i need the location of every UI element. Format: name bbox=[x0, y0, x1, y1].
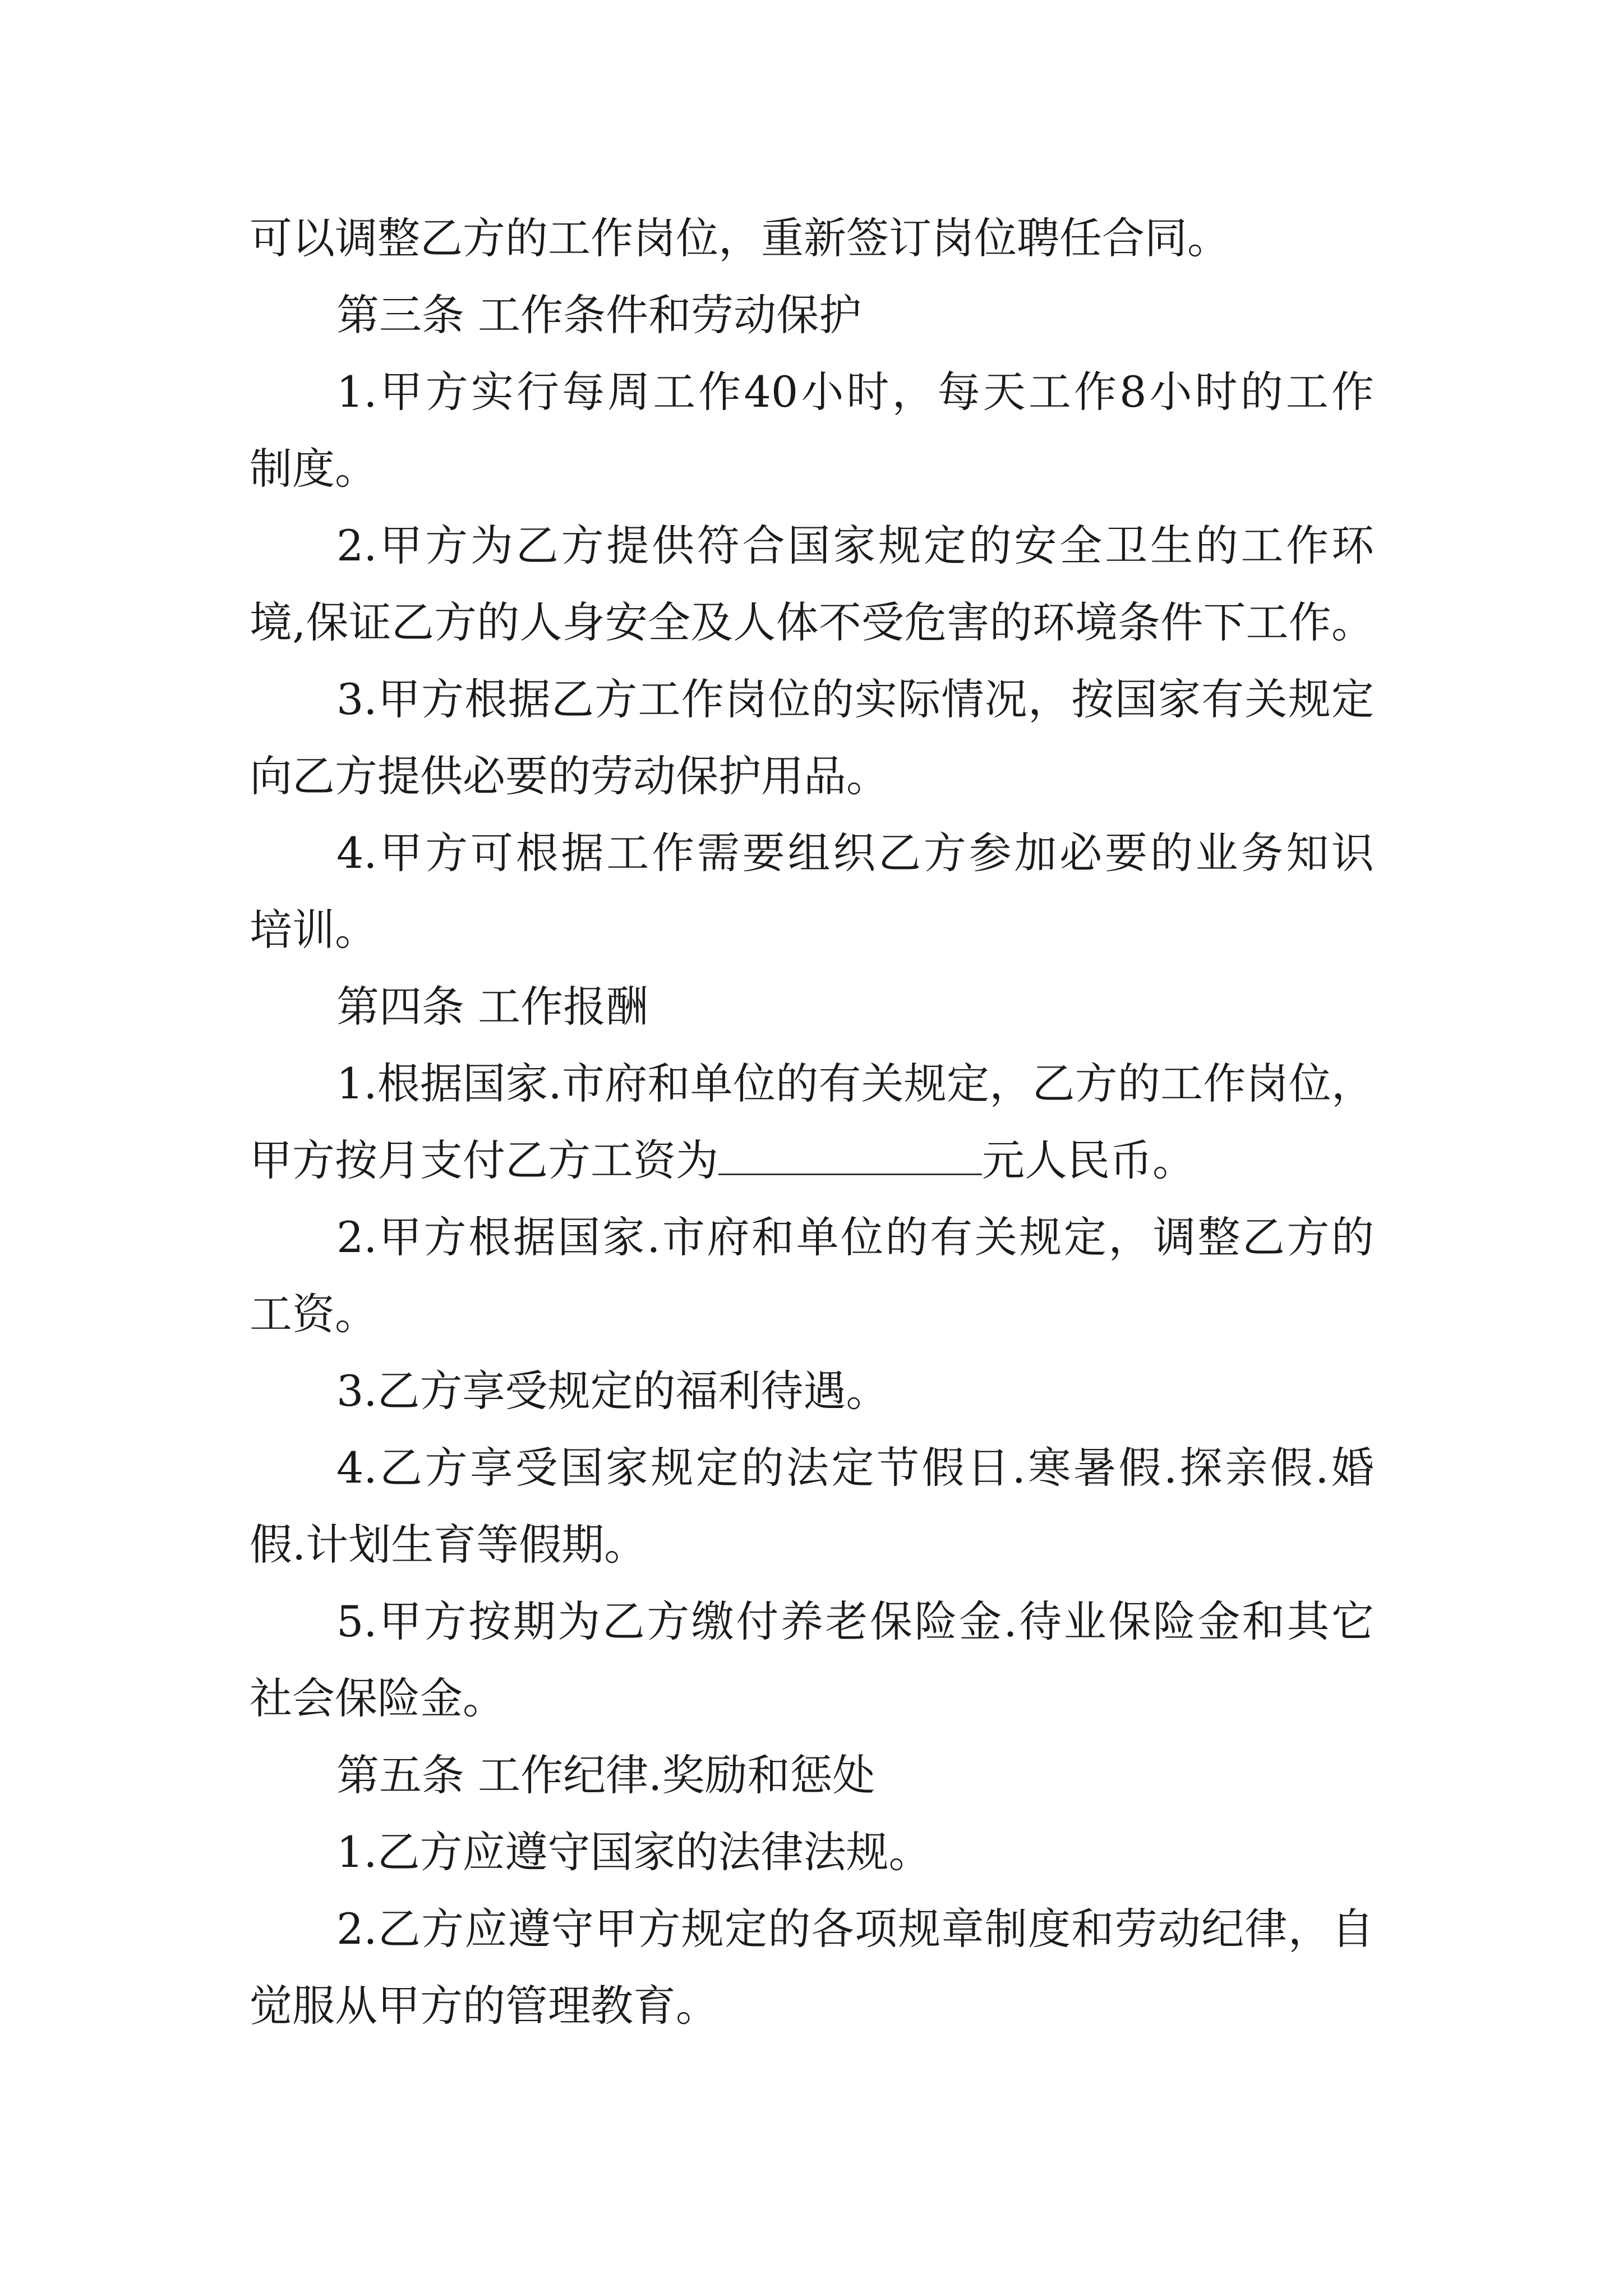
text-line bbox=[250, 1349, 1374, 1426]
line-text: 向乙方提供必要的劳动保护用品。 bbox=[250, 751, 889, 801]
text-line bbox=[250, 1503, 1374, 1580]
line-text: 3.乙方享受规定的福利待遇。 bbox=[336, 1366, 889, 1416]
line-text: 制度。 bbox=[250, 444, 377, 494]
line-text: 4.乙方享受国家规定的法定节假日.寒暑假.探亲假.婚 bbox=[336, 1443, 1374, 1493]
line-text: 工资。 bbox=[250, 1289, 377, 1339]
text-line bbox=[250, 657, 1374, 734]
text-line bbox=[250, 1272, 1374, 1349]
text-line bbox=[250, 1810, 1374, 1887]
document-body bbox=[250, 196, 1374, 2041]
text-line bbox=[250, 1733, 1374, 1810]
text-line bbox=[250, 504, 1374, 581]
text-line bbox=[250, 965, 1374, 1042]
line-text: 3.甲方根据乙方工作岗位的实际情况，按国家有关规定 bbox=[336, 674, 1374, 724]
line-text: 可以调整乙方的工作岗位，重新签订岗位聘任合同。 bbox=[250, 213, 1230, 263]
line-text: 1.甲方实行每周工作40小时，每天工作8小时的工作 bbox=[336, 367, 1374, 417]
text-line bbox=[250, 1657, 1374, 1733]
line-text: 第三条 工作条件和劳动保护 bbox=[336, 290, 862, 340]
salary-blank-field bbox=[718, 1140, 982, 1175]
line-text: 1.乙方应遵守国家的法律法规。 bbox=[336, 1827, 932, 1877]
text-line bbox=[250, 1195, 1374, 1272]
line-text: 假.计划生育等假期。 bbox=[250, 1520, 647, 1570]
line-text: 2.乙方应遵守甲方规定的各项规章制度和劳动纪律，自 bbox=[336, 1904, 1374, 1954]
text-line bbox=[250, 427, 1374, 504]
line-text: 社会保险金。 bbox=[250, 1673, 505, 1723]
text-line bbox=[250, 1119, 1374, 1195]
line-text: 第四条 工作报酬 bbox=[336, 982, 649, 1032]
text-line bbox=[250, 811, 1374, 888]
line-text: 境,保证乙方的人身安全及人体不受危害的环境条件下工作。 bbox=[250, 597, 1374, 647]
line-text: 2.甲方根据国家.市府和单位的有关规定，调整乙方的 bbox=[336, 1212, 1374, 1262]
text-line bbox=[250, 273, 1374, 350]
salary-prefix: 甲方按月支付乙方工资为 bbox=[250, 1135, 718, 1185]
text-line bbox=[250, 1887, 1374, 1964]
text-line bbox=[250, 196, 1374, 273]
line-text: 2.甲方为乙方提供符合国家规定的安全卫生的工作环 bbox=[336, 521, 1374, 570]
line-text: 培训。 bbox=[250, 905, 377, 955]
text-line bbox=[250, 1580, 1374, 1657]
line-text: 觉服从甲方的管理教育。 bbox=[250, 1981, 718, 2031]
text-line bbox=[250, 1964, 1374, 2041]
salary-suffix: 元人民币。 bbox=[982, 1135, 1195, 1185]
text-line bbox=[250, 734, 1374, 811]
text-line bbox=[250, 888, 1374, 965]
line-text: 5.甲方按期为乙方缴付养老保险金.待业保险金和其它 bbox=[336, 1596, 1374, 1646]
text-line bbox=[250, 1042, 1374, 1119]
text-line bbox=[250, 581, 1374, 657]
line-text: 第五条 工作纪律.奖励和惩处 bbox=[336, 1750, 875, 1800]
salary-line bbox=[250, 1135, 1374, 1186]
line-text: 1.根据国家.市府和单位的有关规定，乙方的工作岗位， bbox=[336, 1059, 1374, 1108]
text-line bbox=[250, 1426, 1374, 1503]
line-text: 4.甲方可根据工作需要组织乙方参加必要的业务知识 bbox=[336, 828, 1374, 878]
text-line bbox=[250, 350, 1374, 427]
